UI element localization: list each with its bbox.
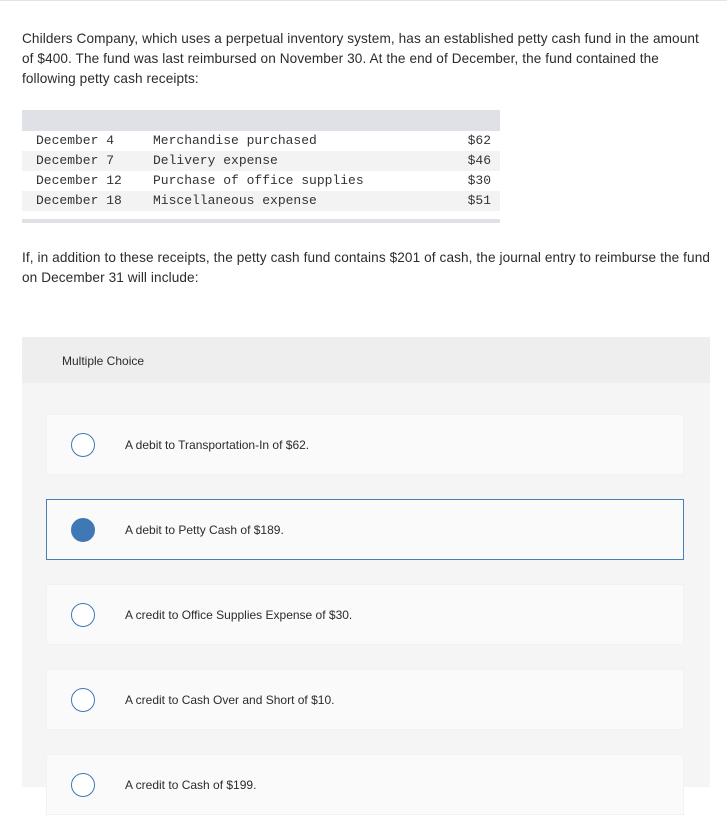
radio-button-selected[interactable] [71, 518, 95, 542]
question-intro: Childers Company, which uses a perpetual inventory system, has an established petty cash fund in the amount of $400. The fund was last reimbursed on November 30. At the end of December, the fund contained the following petty cash receipts: [22, 31, 699, 86]
answer-option-text: A debit to Transportation-In of $62. [125, 438, 310, 452]
receipt-amount: $51 [467, 193, 491, 208]
receipt-description: Purchase of office supplies [153, 173, 364, 188]
question-followup: If, in addition to these receipts, the petty cash fund contains $201 of cash, the journal entry to reimburse the fund on December 31 will include: [22, 250, 711, 285]
receipt-description: Merchandise purchased [153, 133, 317, 148]
receipt-description: Delivery expense [153, 153, 278, 168]
radio-button[interactable] [71, 688, 95, 712]
receipt-date: December 12 [36, 173, 122, 188]
receipts-table-footer [22, 219, 500, 223]
answer-option[interactable] [46, 414, 684, 475]
answer-option-text: A credit to Cash of $199. [125, 778, 257, 792]
multiple-choice-header [22, 337, 710, 383]
receipt-row [22, 151, 500, 171]
top-divider [0, 0, 727, 1]
answer-option-text: A credit to Cash Over and Short of $10. [125, 693, 335, 707]
answer-option[interactable] [46, 669, 684, 730]
receipt-amount: $62 [467, 133, 491, 148]
radio-button[interactable] [71, 603, 95, 627]
receipts-table-header [22, 110, 500, 131]
receipt-date: December 7 [36, 153, 115, 168]
receipt-description: Miscellaneous expense [153, 193, 317, 208]
receipt-row [22, 171, 500, 191]
receipt-amount: $30 [467, 173, 491, 188]
answer-option-text: A debit to Petty Cash of $189. [125, 523, 284, 537]
receipt-row [22, 191, 500, 211]
receipts-table [22, 110, 500, 223]
multiple-choice-label: Multiple Choice [62, 354, 145, 368]
receipt-row [22, 131, 500, 151]
receipt-amount: $46 [467, 153, 491, 168]
answer-option-text: A credit to Office Supplies Expense of $30. [125, 608, 353, 622]
answer-option[interactable] [46, 584, 684, 645]
radio-button[interactable] [71, 433, 95, 457]
radio-button[interactable] [71, 773, 95, 797]
receipt-date: December 18 [36, 193, 122, 208]
multiple-choice-panel [22, 337, 710, 792]
answer-option[interactable] [46, 754, 684, 815]
answer-option-selected[interactable] [46, 499, 684, 560]
receipt-date: December 4 [36, 133, 115, 148]
